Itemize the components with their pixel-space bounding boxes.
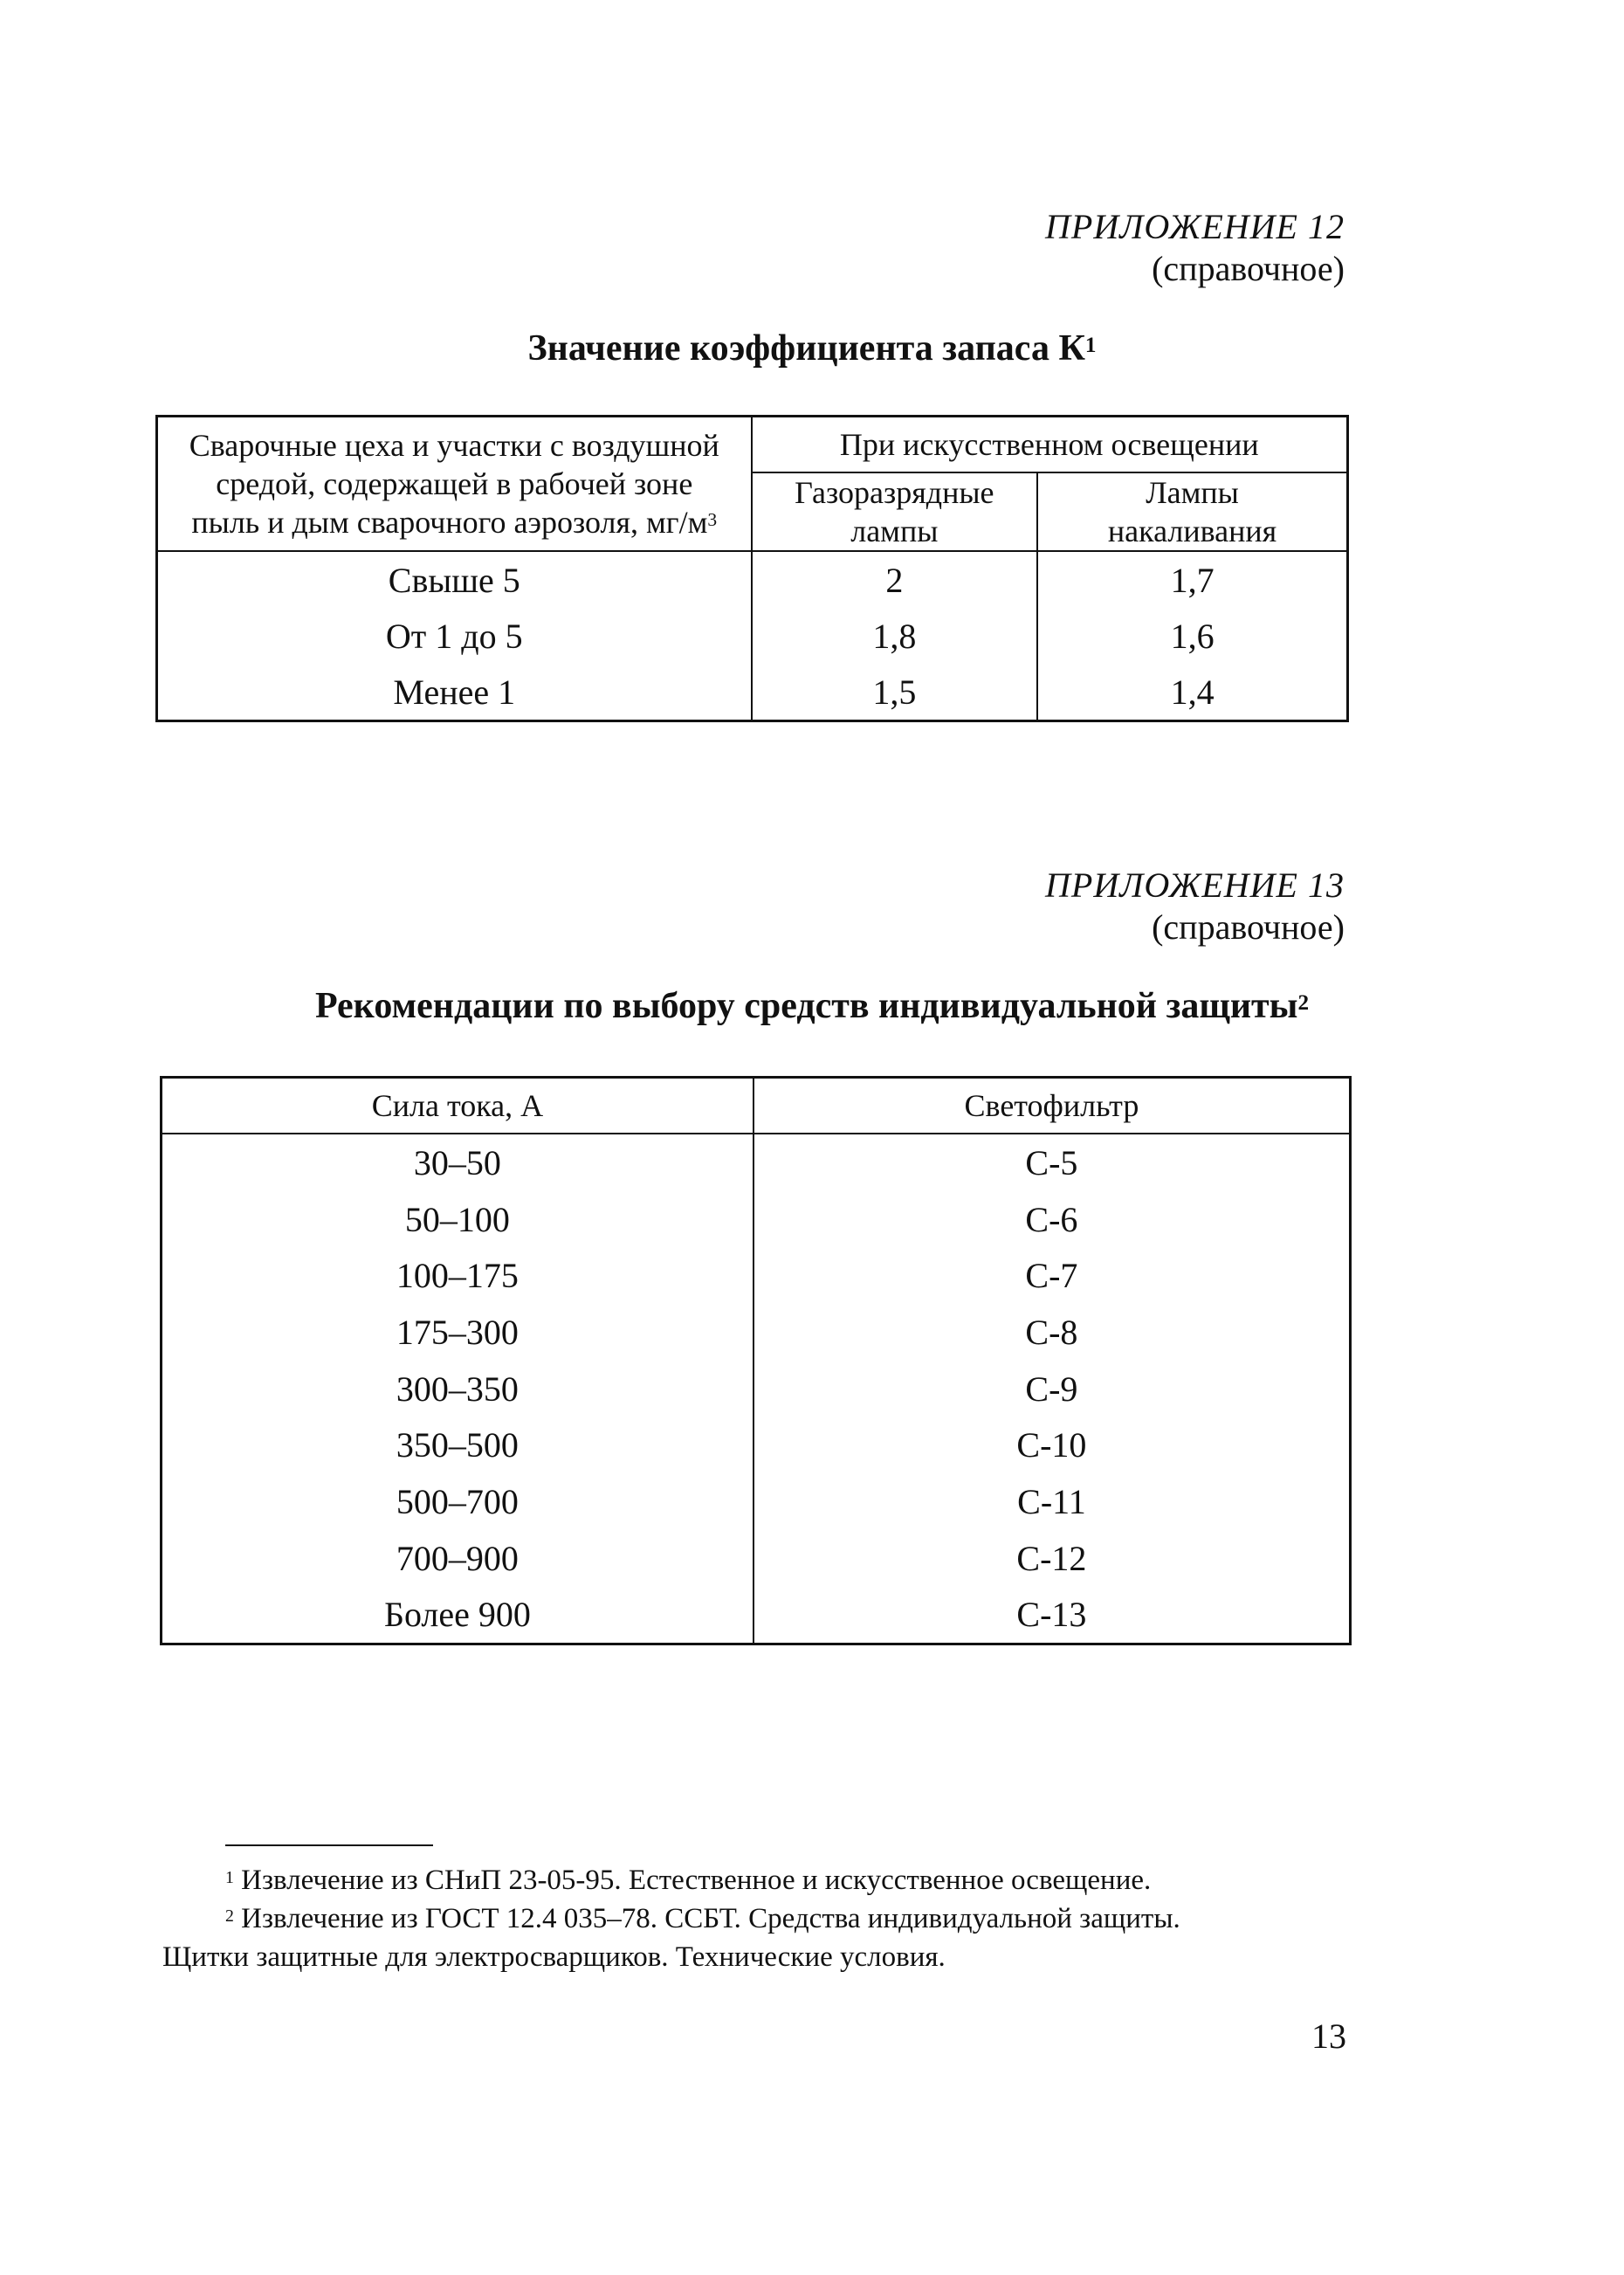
table-row bbox=[157, 608, 1348, 664]
page-number: 13 bbox=[1311, 2016, 1346, 2056]
cell-current: 100–175 bbox=[162, 1247, 754, 1304]
table1-col-gas-lamps bbox=[752, 472, 1038, 551]
footnote-2 bbox=[225, 1900, 1180, 1937]
footnote-ref-1: 1 bbox=[1084, 334, 1097, 358]
table-row bbox=[162, 1587, 1351, 1644]
appendix-12-heading-text: Значение коэффициента запаса К bbox=[527, 328, 1085, 369]
col-gas-line-2: лампы bbox=[850, 514, 939, 548]
cell-current: 500–700 bbox=[162, 1473, 754, 1530]
cell-current: 50–100 bbox=[162, 1191, 754, 1248]
safety-factor-table bbox=[155, 415, 1349, 722]
appendix-13-heading bbox=[0, 985, 1624, 1027]
table-row bbox=[162, 1304, 1351, 1361]
appendix-12-subtitle: (справочное) bbox=[1152, 249, 1345, 288]
cell-filter: С-12 bbox=[1016, 1538, 1087, 1578]
col-incand-line-1: Лампы bbox=[1146, 475, 1239, 510]
cell-filter: С-7 bbox=[1025, 1256, 1078, 1296]
cell-filter: С-10 bbox=[1016, 1425, 1087, 1465]
cell-label: Менее 1 bbox=[157, 664, 752, 721]
appendix-12-heading bbox=[0, 327, 1624, 369]
footnote-2-text: Извлечение из ГОСТ 12.4 035–78. ССБТ. Средства индивидуальной защиты. bbox=[241, 1903, 1180, 1934]
cell-label: Свыше 5 bbox=[157, 551, 752, 608]
cell-gas: 1,8 bbox=[752, 608, 1038, 664]
cell-gas: 2 bbox=[752, 551, 1038, 608]
row-header-line-3 bbox=[158, 503, 751, 541]
cell-filter: С-9 bbox=[1025, 1368, 1078, 1409]
table-row bbox=[162, 1191, 1351, 1248]
table-row bbox=[157, 664, 1348, 721]
cell-current: 350–500 bbox=[162, 1417, 754, 1473]
appendix-13-heading-text: Рекомендации по выбору средств индивидуальной защиты bbox=[314, 986, 1298, 1026]
row-header-line-2: средой, содержащей в рабочей зоне bbox=[216, 466, 693, 501]
protection-filter-table bbox=[160, 1076, 1352, 1645]
cell-gas: 1,5 bbox=[752, 664, 1038, 721]
appendix-13-subtitle: (справочное) bbox=[1152, 907, 1345, 947]
footnote-2-mark: 2 bbox=[225, 1906, 234, 1927]
table2-col-filter: Светофильтр bbox=[754, 1078, 1351, 1134]
table-row bbox=[162, 1530, 1351, 1587]
table-row bbox=[162, 1417, 1351, 1473]
table1-col-incandescent bbox=[1037, 472, 1347, 551]
col-incand-line-2: накаливания bbox=[1107, 514, 1277, 548]
cubic-superscript: 3 bbox=[707, 509, 718, 531]
row-header-line-1: Сварочные цеха и участки с воздушной bbox=[189, 428, 719, 463]
footnote-ref-2: 2 bbox=[1297, 991, 1310, 1016]
cell-incand: 1,6 bbox=[1170, 616, 1215, 656]
cell-current: 700–900 bbox=[162, 1530, 754, 1587]
table-row bbox=[162, 1473, 1351, 1530]
footnote-1-text: Извлечение из СНиП 23-05-95. Естественное и искусственное освещение. bbox=[241, 1865, 1152, 1896]
table2-col-current: Сила тока, А bbox=[162, 1078, 754, 1134]
cell-filter: С-5 bbox=[1025, 1142, 1078, 1182]
cell-incand: 1,4 bbox=[1170, 672, 1215, 712]
cell-current: 30–50 bbox=[162, 1134, 754, 1191]
cell-current: 300–350 bbox=[162, 1361, 754, 1417]
cell-label: От 1 до 5 bbox=[157, 608, 752, 664]
cell-filter: С-13 bbox=[1016, 1595, 1087, 1635]
cell-incand: 1,7 bbox=[1170, 560, 1215, 600]
table-row bbox=[162, 1361, 1351, 1417]
cell-filter: С-11 bbox=[1017, 1481, 1086, 1521]
table-row bbox=[162, 1247, 1351, 1304]
table-row bbox=[157, 551, 1348, 608]
table-row bbox=[162, 1134, 1351, 1191]
appendix-13-title: ПРИЛОЖЕНИЕ 13 bbox=[1045, 865, 1345, 905]
footnote-2-continuation: Щитки защитные для электросварщиков. Технические условия. bbox=[162, 1941, 946, 1973]
cell-current: Более 900 bbox=[162, 1587, 754, 1644]
footnote-separator bbox=[225, 1844, 433, 1846]
footnote-1-mark: 1 bbox=[225, 1868, 234, 1888]
appendix-12-title: ПРИЛОЖЕНИЕ 12 bbox=[1045, 207, 1345, 246]
footnote-1 bbox=[225, 1862, 1151, 1899]
cell-filter: С-6 bbox=[1025, 1199, 1078, 1239]
row-header-line-3-text: пыль и дым сварочного аэрозоля, мг/м bbox=[191, 505, 708, 540]
cell-current: 175–300 bbox=[162, 1304, 754, 1361]
col-gas-line-1: Газоразрядные bbox=[795, 475, 994, 510]
table1-row-header bbox=[157, 417, 752, 552]
table1-group-header: При искусственном освещении bbox=[752, 417, 1348, 473]
cell-filter: С-8 bbox=[1025, 1312, 1078, 1352]
